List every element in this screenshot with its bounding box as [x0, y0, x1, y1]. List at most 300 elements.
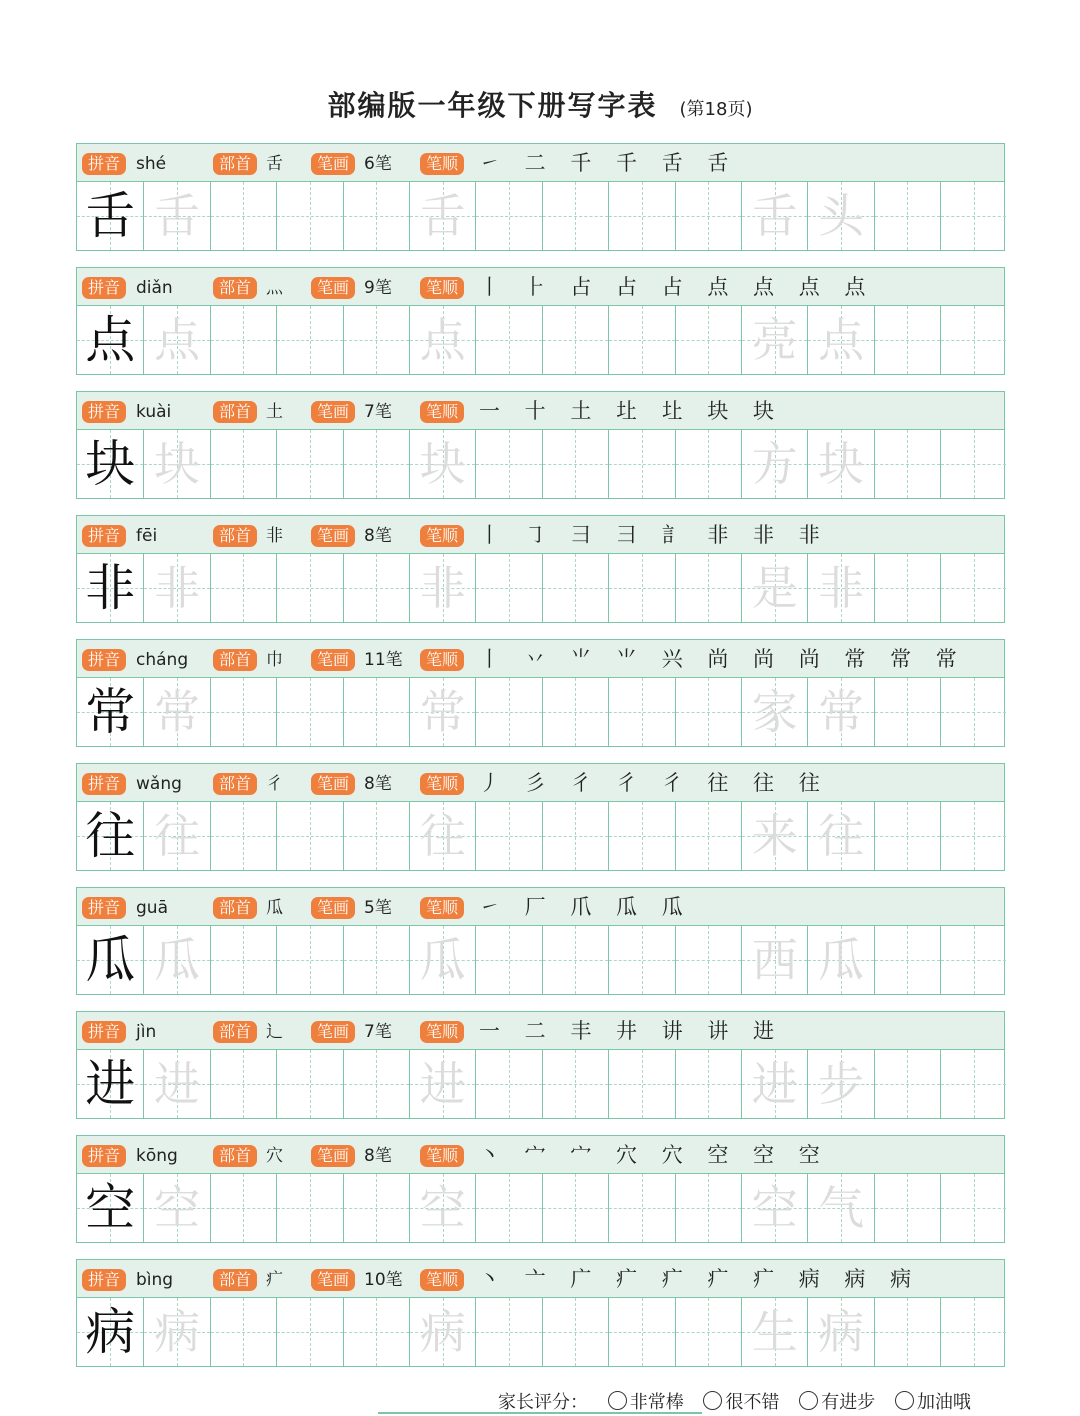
practice-cell[interactable]	[276, 1174, 342, 1242]
radical-value: 非	[266, 526, 283, 546]
stroke-order-value: ㇀ 厂 爪 瓜 瓜	[479, 895, 692, 919]
practice-cell[interactable]	[608, 1174, 674, 1242]
stroke-order-value: 一 十 土 圵 圵 块 块	[479, 399, 784, 423]
parent-rating	[498, 1388, 971, 1414]
pinyin-tag: 拼音	[82, 1145, 126, 1167]
practice-cell[interactable]	[940, 182, 1006, 250]
practice-cell[interactable]	[475, 926, 541, 994]
practice-cell[interactable]	[807, 1174, 873, 1242]
practice-cell[interactable]	[940, 1298, 1006, 1366]
model-character-cell[interactable]	[77, 182, 143, 250]
word-trace-character: 进	[751, 1057, 798, 1111]
stroke-count-tag: 笔画	[311, 1269, 355, 1291]
character-block	[76, 391, 1005, 499]
practice-cell[interactable]	[608, 1298, 674, 1366]
stroke-count-value: 6笔	[364, 154, 392, 174]
pinyin-tag: 拼音	[82, 1269, 126, 1291]
radical-value: 土	[266, 402, 283, 422]
stroke-count-value: 8笔	[364, 1146, 392, 1166]
trace-character: 进	[419, 1057, 466, 1111]
model-character: 块	[85, 435, 136, 493]
word-trace-character: 往	[818, 809, 865, 863]
stroke-order-tag: 笔顺	[420, 277, 464, 299]
radical-tag: 部首	[213, 277, 257, 299]
practice-cell[interactable]	[276, 182, 342, 250]
practice-cell[interactable]	[276, 678, 342, 746]
practice-cell[interactable]	[675, 1298, 741, 1366]
radical-value: 疒	[266, 1270, 283, 1290]
model-character: 非	[85, 559, 136, 617]
radical-tag: 部首	[213, 897, 257, 919]
practice-cell[interactable]	[940, 678, 1006, 746]
character-header	[77, 268, 1004, 306]
character-header	[77, 1136, 1004, 1174]
model-character-cell[interactable]	[77, 1174, 143, 1242]
model-character: 瓜	[85, 931, 136, 989]
practice-cell[interactable]	[143, 678, 209, 746]
practice-cell[interactable]	[807, 1050, 873, 1118]
practice-cell[interactable]	[874, 926, 940, 994]
practice-cell[interactable]	[409, 678, 475, 746]
stroke-count-value: 11笔	[364, 650, 403, 670]
radio-circle-icon[interactable]	[895, 1391, 914, 1410]
stroke-count-tag: 笔画	[311, 649, 355, 671]
page-title	[0, 84, 1080, 124]
rating-option-great[interactable]: 非常棒	[608, 1392, 684, 1413]
character-block	[76, 887, 1005, 995]
practice-cell[interactable]	[874, 182, 940, 250]
stroke-order-tag: 笔顺	[420, 401, 464, 423]
stroke-order-tag: 笔顺	[420, 897, 464, 919]
practice-cell[interactable]	[874, 554, 940, 622]
word-trace-character: 步	[818, 1057, 865, 1111]
model-character: 进	[85, 1055, 136, 1113]
word-trace-character: 病	[818, 1305, 865, 1359]
practice-cell[interactable]	[874, 1174, 940, 1242]
practice-cell[interactable]	[675, 182, 741, 250]
practice-cell[interactable]	[343, 182, 409, 250]
radical-value: 穴	[266, 1146, 283, 1166]
practice-cell[interactable]	[210, 306, 276, 374]
practice-cell[interactable]	[940, 430, 1006, 498]
practice-cell[interactable]	[608, 430, 674, 498]
model-character-cell[interactable]	[77, 926, 143, 994]
stroke-order-tag: 笔顺	[420, 1145, 464, 1167]
rating-option-keep-going[interactable]: 加油哦	[895, 1392, 971, 1413]
character-header	[77, 1260, 1004, 1298]
trace-character: 非	[154, 561, 201, 615]
trace-character: 瓜	[419, 933, 466, 987]
pinyin-value: guā	[136, 898, 168, 918]
stroke-order-value: 丨 丷 ⺌ ⺌ 兴 尚 尚 尚 常 常 常	[479, 647, 966, 671]
pinyin-value: bìng	[136, 1270, 174, 1290]
practice-cell[interactable]	[874, 802, 940, 870]
stroke-order-value: ㇀ 二 千 千 舌 舌	[479, 151, 738, 175]
character-header	[77, 764, 1004, 802]
radio-circle-icon[interactable]	[608, 1391, 627, 1410]
word-trace-character: 头	[818, 189, 865, 243]
model-character: 空	[85, 1179, 136, 1237]
radical-value: 辶	[266, 1022, 283, 1042]
practice-cell[interactable]	[608, 926, 674, 994]
practice-cell[interactable]	[807, 802, 873, 870]
practice-cell[interactable]	[542, 1050, 608, 1118]
practice-cell[interactable]	[409, 306, 475, 374]
model-character-cell[interactable]	[77, 430, 143, 498]
stroke-order-tag: 笔顺	[420, 1269, 464, 1291]
stroke-count-tag: 笔画	[311, 525, 355, 547]
word-trace-character: 空	[751, 1181, 798, 1235]
trace-character: 点	[154, 313, 201, 367]
practice-cell[interactable]	[409, 182, 475, 250]
pinyin-value: cháng	[136, 650, 189, 670]
trace-character: 病	[154, 1305, 201, 1359]
stroke-count-value: 7笔	[364, 402, 392, 422]
pinyin-value: shé	[136, 154, 167, 174]
practice-cell[interactable]	[475, 802, 541, 870]
writing-grid	[77, 1298, 1004, 1366]
radio-circle-icon[interactable]	[799, 1391, 818, 1410]
word-trace-character: 舌	[751, 189, 798, 243]
word-trace-character: 生	[751, 1305, 798, 1359]
stroke-order-tag: 笔顺	[420, 525, 464, 547]
writing-grid	[77, 926, 1004, 994]
practice-cell[interactable]	[475, 306, 541, 374]
character-block	[76, 267, 1005, 375]
practice-cell[interactable]	[807, 1298, 873, 1366]
radical-value: 舌	[266, 154, 283, 174]
stroke-order-tag: 笔顺	[420, 649, 464, 671]
radical-value: 彳	[266, 774, 283, 794]
practice-cell[interactable]	[940, 306, 1006, 374]
practice-cell[interactable]	[210, 926, 276, 994]
trace-character: 舌	[419, 189, 466, 243]
stroke-count-tag: 笔画	[311, 153, 355, 175]
practice-cell[interactable]	[276, 802, 342, 870]
model-character: 往	[85, 807, 136, 865]
trace-character: 点	[419, 313, 466, 367]
character-block	[76, 143, 1005, 251]
writing-grid	[77, 430, 1004, 498]
practice-cell[interactable]	[675, 306, 741, 374]
character-block	[76, 763, 1005, 871]
model-character: 舌	[85, 187, 136, 245]
practice-cell[interactable]	[675, 430, 741, 498]
writing-grid	[77, 306, 1004, 374]
practice-cell[interactable]	[807, 926, 873, 994]
practice-cell[interactable]	[741, 306, 807, 374]
practice-cell[interactable]	[940, 554, 1006, 622]
practice-cell[interactable]	[475, 1174, 541, 1242]
practice-cell[interactable]	[608, 182, 674, 250]
practice-cell[interactable]	[475, 1298, 541, 1366]
stroke-order-value: 丨 ㇆ 彐 彐 訁 非 非 非	[479, 523, 829, 547]
practice-cell[interactable]	[741, 1050, 807, 1118]
radical-value: 巾	[266, 650, 283, 670]
practice-cell[interactable]	[542, 182, 608, 250]
radical-value: 瓜	[266, 898, 283, 918]
radio-circle-icon[interactable]	[703, 1391, 722, 1410]
practice-cell[interactable]	[343, 1050, 409, 1118]
practice-cell[interactable]	[741, 1298, 807, 1366]
practice-cell[interactable]	[542, 926, 608, 994]
stroke-order-value: 一 二 丰 井 讲 讲 进	[479, 1019, 784, 1043]
trace-character: 非	[419, 561, 466, 615]
stroke-order-value: 丶 宀 宀 穴 穴 空 空 空	[479, 1143, 829, 1167]
practice-cell[interactable]	[475, 678, 541, 746]
practice-cell[interactable]	[608, 802, 674, 870]
word-trace-character: 点	[818, 313, 865, 367]
character-block	[76, 515, 1005, 623]
practice-cell[interactable]	[741, 926, 807, 994]
stroke-count-tag: 笔画	[311, 401, 355, 423]
practice-cell[interactable]	[475, 554, 541, 622]
pinyin-tag: 拼音	[82, 153, 126, 175]
character-header	[77, 516, 1004, 554]
practice-cell[interactable]	[409, 430, 475, 498]
practice-cell[interactable]	[940, 1174, 1006, 1242]
practice-cell[interactable]	[409, 926, 475, 994]
stroke-order-tag: 笔顺	[420, 773, 464, 795]
practice-cell[interactable]	[276, 554, 342, 622]
stroke-count-value: 7笔	[364, 1022, 392, 1042]
stroke-order-tag: 笔顺	[420, 153, 464, 175]
practice-cell[interactable]	[741, 802, 807, 870]
practice-cell[interactable]	[143, 1298, 209, 1366]
practice-cell[interactable]	[741, 678, 807, 746]
practice-cell[interactable]	[940, 926, 1006, 994]
writing-grid	[77, 802, 1004, 870]
radical-tag: 部首	[213, 401, 257, 423]
practice-cell[interactable]	[542, 678, 608, 746]
practice-cell[interactable]	[874, 678, 940, 746]
practice-cell[interactable]	[210, 678, 276, 746]
practice-cell[interactable]	[807, 678, 873, 746]
practice-cell[interactable]	[807, 182, 873, 250]
practice-cell[interactable]	[276, 926, 342, 994]
rating-option-good[interactable]: 很不错	[703, 1392, 779, 1413]
character-header	[77, 888, 1004, 926]
practice-cell[interactable]	[210, 554, 276, 622]
practice-cell[interactable]	[608, 1050, 674, 1118]
trace-character: 舌	[154, 189, 201, 243]
word-trace-character: 来	[751, 809, 798, 863]
practice-cell[interactable]	[343, 926, 409, 994]
practice-cell[interactable]	[608, 554, 674, 622]
model-character-cell[interactable]	[77, 678, 143, 746]
practice-cell[interactable]	[143, 1174, 209, 1242]
practice-cell[interactable]	[143, 306, 209, 374]
practice-cell[interactable]	[475, 430, 541, 498]
practice-cell[interactable]	[276, 306, 342, 374]
stroke-count-tag: 笔画	[311, 1021, 355, 1043]
practice-cell[interactable]	[542, 1174, 608, 1242]
stroke-count-tag: 笔画	[311, 773, 355, 795]
practice-cell[interactable]	[807, 554, 873, 622]
practice-cell[interactable]	[276, 1298, 342, 1366]
trace-character: 常	[419, 685, 466, 739]
practice-cell[interactable]	[143, 1050, 209, 1118]
stroke-count-tag: 笔画	[311, 897, 355, 919]
model-character: 点	[85, 311, 136, 369]
word-trace-character: 亮	[751, 313, 798, 367]
practice-cell[interactable]	[143, 926, 209, 994]
trace-character: 往	[419, 809, 466, 863]
practice-cell[interactable]	[675, 802, 741, 870]
practice-cell[interactable]	[542, 430, 608, 498]
pinyin-value: fēi	[136, 526, 158, 546]
character-block	[76, 639, 1005, 747]
radical-tag: 部首	[213, 1021, 257, 1043]
model-character: 常	[85, 683, 136, 741]
model-character-cell[interactable]	[77, 802, 143, 870]
character-header	[77, 640, 1004, 678]
model-character-cell[interactable]	[77, 1050, 143, 1118]
practice-cell[interactable]	[675, 1174, 741, 1242]
practice-cell[interactable]	[409, 554, 475, 622]
pinyin-tag: 拼音	[82, 649, 126, 671]
radical-tag: 部首	[213, 153, 257, 175]
stroke-count-value: 10笔	[364, 1270, 403, 1290]
practice-cell[interactable]	[675, 554, 741, 622]
rating-label: 家长评分：	[498, 1392, 588, 1413]
practice-cell[interactable]	[741, 1174, 807, 1242]
word-trace-character: 气	[818, 1181, 865, 1235]
word-trace-character: 块	[818, 437, 865, 491]
trace-character: 块	[419, 437, 466, 491]
practice-cell[interactable]	[343, 802, 409, 870]
practice-cell[interactable]	[276, 1050, 342, 1118]
practice-cell[interactable]	[807, 306, 873, 374]
practice-cell[interactable]	[741, 182, 807, 250]
word-trace-character: 常	[818, 685, 865, 739]
practice-cell[interactable]	[940, 1050, 1006, 1118]
practice-cell[interactable]	[608, 678, 674, 746]
rating-option-progress[interactable]: 有进步	[799, 1392, 875, 1413]
model-character-cell[interactable]	[77, 1298, 143, 1366]
practice-cell[interactable]	[409, 1174, 475, 1242]
stroke-order-value: 丶 亠 广 疒 疒 疒 疒 病 病 病	[479, 1267, 921, 1291]
radical-tag: 部首	[213, 773, 257, 795]
stroke-count-value: 8笔	[364, 526, 392, 546]
practice-cell[interactable]	[343, 678, 409, 746]
practice-cell[interactable]	[409, 1298, 475, 1366]
word-trace-character: 西	[751, 933, 798, 987]
pinyin-tag: 拼音	[82, 897, 126, 919]
trace-character: 往	[154, 809, 201, 863]
practice-cell[interactable]	[807, 430, 873, 498]
practice-cell[interactable]	[542, 554, 608, 622]
character-block	[76, 1011, 1005, 1119]
stroke-order-value: 丨 ⺊ 占 占 占 点 点 点 点	[479, 275, 875, 299]
practice-cell[interactable]	[210, 1050, 276, 1118]
practice-cell[interactable]	[343, 430, 409, 498]
practice-cell[interactable]	[343, 1298, 409, 1366]
practice-cell[interactable]	[143, 182, 209, 250]
practice-cell[interactable]	[143, 430, 209, 498]
radical-tag: 部首	[213, 1145, 257, 1167]
pinyin-tag: 拼音	[82, 525, 126, 547]
practice-cell[interactable]	[210, 182, 276, 250]
practice-cell[interactable]	[143, 554, 209, 622]
word-trace-character: 方	[751, 437, 798, 491]
practice-cell[interactable]	[940, 802, 1006, 870]
practice-cell[interactable]	[675, 1050, 741, 1118]
word-trace-character: 非	[818, 561, 865, 615]
character-header	[77, 144, 1004, 182]
radical-tag: 部首	[213, 1269, 257, 1291]
pinyin-value: jìn	[136, 1022, 157, 1042]
footer-divider	[378, 1412, 702, 1414]
practice-cell[interactable]	[741, 554, 807, 622]
practice-cell[interactable]	[542, 802, 608, 870]
practice-cell[interactable]	[210, 802, 276, 870]
model-character-cell[interactable]	[77, 306, 143, 374]
practice-cell[interactable]	[874, 306, 940, 374]
pinyin-tag: 拼音	[82, 1021, 126, 1043]
trace-character: 空	[419, 1181, 466, 1235]
model-character: 病	[85, 1303, 136, 1361]
pinyin-tag: 拼音	[82, 401, 126, 423]
title-text: 部编版一年级下册写字表	[327, 89, 658, 122]
practice-cell[interactable]	[542, 1298, 608, 1366]
practice-cell[interactable]	[276, 430, 342, 498]
practice-cell[interactable]	[475, 1050, 541, 1118]
model-character-cell[interactable]	[77, 554, 143, 622]
practice-cell[interactable]	[874, 1050, 940, 1118]
stroke-count-value: 5笔	[364, 898, 392, 918]
writing-grid	[77, 554, 1004, 622]
practice-cell[interactable]	[343, 554, 409, 622]
practice-cell[interactable]	[874, 430, 940, 498]
word-trace-character: 家	[751, 685, 798, 739]
practice-cell[interactable]	[210, 1174, 276, 1242]
practice-cell[interactable]	[675, 678, 741, 746]
stroke-count-value: 9笔	[364, 278, 392, 298]
writing-grid	[77, 678, 1004, 746]
radical-tag: 部首	[213, 649, 257, 671]
writing-grid	[77, 1050, 1004, 1118]
pinyin-value: kuài	[136, 402, 172, 422]
practice-cell[interactable]	[409, 802, 475, 870]
practice-cell[interactable]	[675, 926, 741, 994]
practice-cell[interactable]	[210, 430, 276, 498]
practice-cell[interactable]	[542, 306, 608, 374]
practice-cell[interactable]	[409, 1050, 475, 1118]
radical-tag: 部首	[213, 525, 257, 547]
character-block	[76, 1259, 1005, 1367]
trace-character: 病	[419, 1305, 466, 1359]
pinyin-tag: 拼音	[82, 773, 126, 795]
practice-cell[interactable]	[143, 802, 209, 870]
character-header	[77, 1012, 1004, 1050]
practice-cell[interactable]	[343, 306, 409, 374]
stroke-order-value: 丿 彡 彳 彳 彳 往 往 往	[479, 771, 829, 795]
trace-character: 进	[154, 1057, 201, 1111]
practice-cell[interactable]	[210, 1298, 276, 1366]
trace-character: 瓜	[154, 933, 201, 987]
writing-grid	[77, 182, 1004, 250]
practice-cell[interactable]	[343, 1174, 409, 1242]
practice-cell[interactable]	[608, 306, 674, 374]
stroke-count-value: 8笔	[364, 774, 392, 794]
pinyin-value: diǎn	[136, 278, 173, 298]
page-number: (第18页)	[679, 99, 753, 120]
practice-cell[interactable]	[741, 430, 807, 498]
writing-grid	[77, 1174, 1004, 1242]
practice-cell[interactable]	[475, 182, 541, 250]
practice-cell[interactable]	[874, 1298, 940, 1366]
